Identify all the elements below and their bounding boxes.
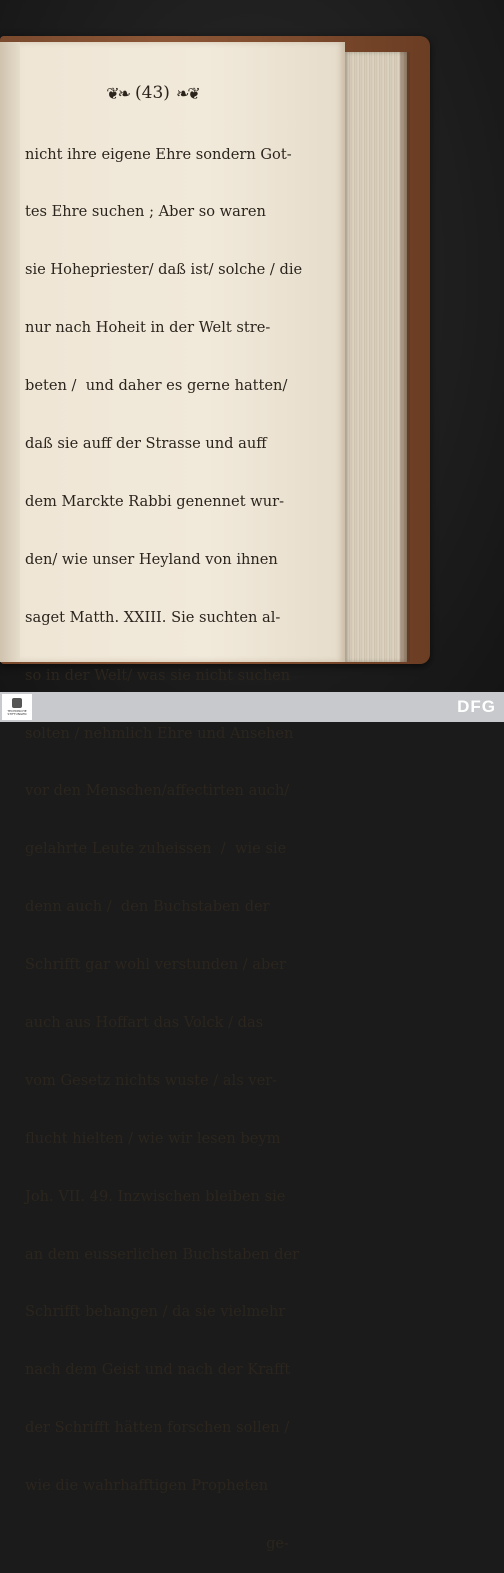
institution-logo[interactable]	[2, 694, 32, 720]
page-number: (43)	[135, 83, 170, 103]
text-line: vom Gesetz nichts wuste / als ver-	[25, 1071, 278, 1089]
ornament-right-icon: ❧❦	[175, 83, 199, 103]
text-line: so in der Welt/ was sie nicht suchen	[25, 666, 291, 684]
catchword: ge-	[266, 1534, 289, 1552]
page-gutter	[0, 42, 20, 662]
dfg-logo[interactable]: DFG	[457, 697, 496, 716]
page-body-text	[25, 106, 303, 1573]
ornament-left-icon: ❦❧	[106, 83, 130, 103]
institution-logo-text: TECHNISCHE STIFTUNGEN	[7, 708, 27, 716]
text-line: auch aus Hoffart das Volck / das	[25, 1013, 264, 1031]
page-header	[95, 82, 210, 104]
institution-logo-icon	[12, 698, 22, 708]
text-line: wie die wahrhafftigen Propheten	[25, 1477, 269, 1495]
text-line: nach dem Geist und nach der Krafft	[25, 1361, 291, 1379]
text-line: vor den Menschen/affectirten auch/	[25, 782, 290, 800]
text-line: gelahrte Leute zuheissen / wie sie	[25, 840, 287, 858]
text-line: Joh. VII. 49. Inzwischen bleiben sie	[25, 1187, 286, 1205]
text-line: an dem eusserlichen Buchstaben der	[25, 1245, 300, 1263]
page-edges-shadow	[400, 52, 410, 662]
viewer-footer-bar	[0, 692, 504, 722]
text-line: nicht ihre eigene Ehre sondern Got-	[25, 145, 292, 163]
text-line: tes Ehre suchen ; Aber so waren	[25, 203, 266, 221]
text-line: saget Matth. XXIII. Sie suchten al-	[25, 608, 281, 626]
text-line: der Schrifft hätten forschen sollen /	[25, 1419, 290, 1437]
text-line: nur nach Hoheit in der Welt stre-	[25, 319, 271, 337]
text-line: solten / nehmlich Ehre und Ansehen	[25, 724, 294, 742]
text-line: dem Marckte Rabbi genennet wur-	[25, 492, 284, 510]
text-line: Schrifft behangen / da sie vielmehr	[25, 1303, 286, 1321]
page-edges	[345, 52, 407, 662]
text-line: daß sie auff der Strasse und auff	[25, 435, 267, 453]
text-line: sie Hohepriester/ daß ist/ solche / die	[25, 261, 303, 279]
text-line: beten / und daher es gerne hatten/	[25, 377, 288, 395]
text-line: denn auch / den Buchstaben der	[25, 898, 270, 916]
text-line: Schrifft gar wohl verstunden / aber	[25, 956, 286, 974]
text-line: flucht hielten / wie wir lesen beym	[25, 1129, 281, 1147]
text-line: den/ wie unser Heyland von ihnen	[25, 550, 278, 568]
